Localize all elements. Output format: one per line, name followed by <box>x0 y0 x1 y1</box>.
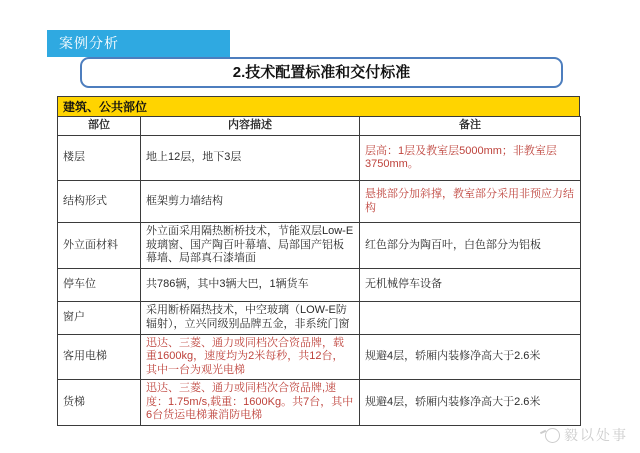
section-header: 建筑、公共部位 <box>57 96 580 116</box>
cell-note: 规避4层，轿厢内装修净高大于2.6米 <box>360 380 581 426</box>
table-row-structure <box>58 181 581 223</box>
cell-note: 悬挑部分加斜撑，教室部分采用非预应力结构 <box>360 181 581 223</box>
watermark-logo-icon <box>545 428 560 443</box>
cell-note: 红色部分为陶百叶，白色部分为铝板 <box>360 223 581 269</box>
cell-note: 无机械停车设备 <box>360 268 581 301</box>
cell-desc: 迅达、三菱、通力或同档次合资品牌，载重1600kg，速度均为2米每秒，共12台，其中一台为观光电梯 <box>141 334 360 380</box>
cell-part: 外立面材料 <box>58 223 141 269</box>
cell-desc: 共786辆，其中3辆大巴，1辆货车 <box>141 268 360 301</box>
slide-title: 2.技术配置标准和交付标准 <box>80 57 563 88</box>
table-row-parking <box>58 268 581 301</box>
case-analysis-tag: 案例分析 <box>47 30 230 57</box>
cell-desc: 地上12层，地下3层 <box>141 136 360 181</box>
cell-note: 规避4层，轿厢内装修净高大于2.6米 <box>360 334 581 380</box>
table-row-freight-elevator <box>58 380 581 426</box>
cell-desc: 迅达、三菱、通力或同档次合资品牌,速度：1.75m/s,载重：1600Kg。共7台，其中6台货运电梯兼消防电梯 <box>141 380 360 426</box>
cell-desc: 框架剪力墙结构 <box>141 181 360 223</box>
cell-part: 结构形式 <box>58 181 141 223</box>
watermark-text: 毅以处事 <box>564 427 628 443</box>
watermark <box>545 425 628 445</box>
table-row-windows <box>58 301 581 334</box>
col-header-part: 部位 <box>58 117 141 136</box>
spec-table <box>57 116 581 426</box>
content-area <box>57 96 580 426</box>
table-header-row <box>58 117 581 136</box>
cell-part: 货梯 <box>58 380 141 426</box>
cell-desc: 采用断桥隔热技术，中空玻璃（LOW-E防辐射），立兴同级别品牌五金，非系统门窗 <box>141 301 360 334</box>
cell-desc: 外立面采用隔热断桥技术，节能双层Low-E玻璃窗、国产陶百叶幕墙、局部国产铝板幕墙、局部真石漆墙面 <box>141 223 360 269</box>
col-header-note: 备注 <box>360 117 581 136</box>
table-row-facade <box>58 223 581 269</box>
cell-part: 客用电梯 <box>58 334 141 380</box>
table-row-passenger-elevator <box>58 334 581 380</box>
cell-part: 停车位 <box>58 268 141 301</box>
cell-note: 层高：1层及教室层5000mm；非教室层3750mm。 <box>360 136 581 181</box>
cell-part: 楼层 <box>58 136 141 181</box>
cell-part: 窗户 <box>58 301 141 334</box>
col-header-desc: 内容描述 <box>141 117 360 136</box>
cell-note <box>360 301 581 334</box>
table-row-floors <box>58 136 581 181</box>
